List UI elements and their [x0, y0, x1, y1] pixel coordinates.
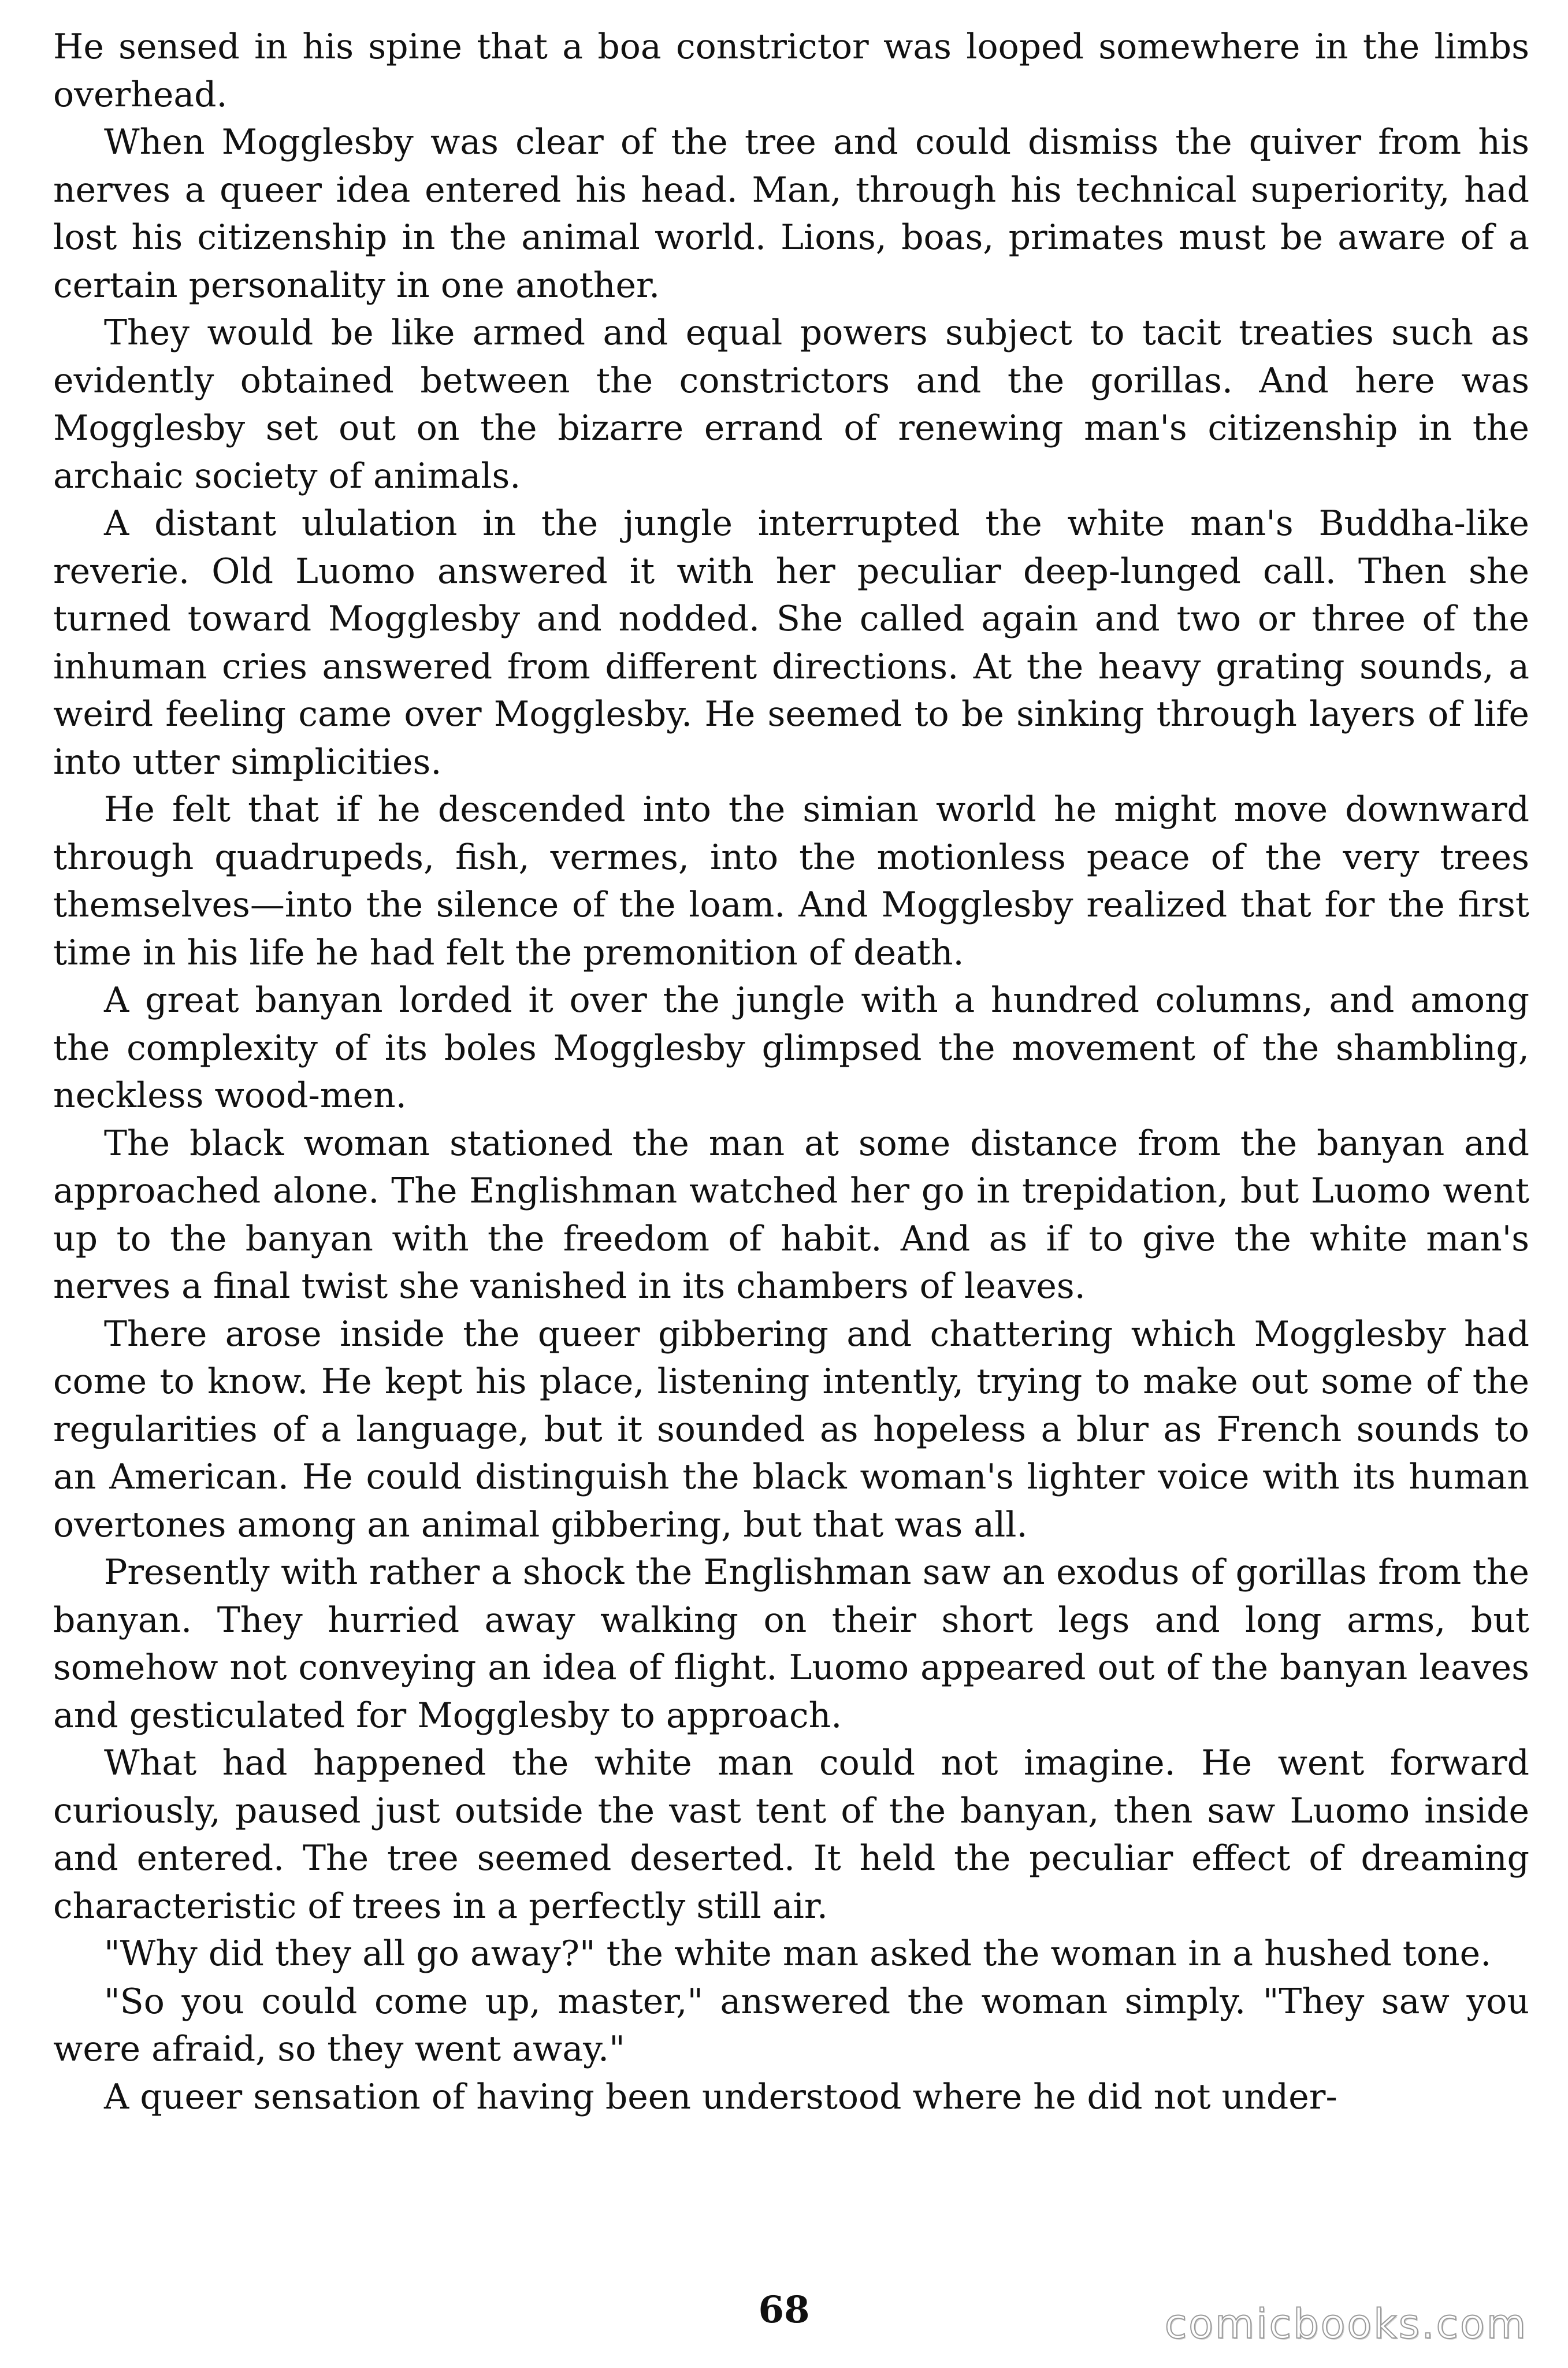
body-text	[53, 23, 1529, 2121]
paragraph: When Mogglesby was clear of the tree and could dismiss the quiver from his nerves a queer idea entered his head. Man, through his technical superiority, had lost his citizenship in the animal world. Lions, boas, primates must be aware of a certain personality in one another.	[53, 122, 1529, 306]
paragraph: A queer sensation of having been understood where he did not under-	[104, 2076, 1337, 2117]
paragraph: A great banyan lorded it over the jungle with a hundred columns, and among the complexity of its boles Mogglesby glimpsed the movement of the shambling, neckless wood-men.	[53, 980, 1529, 1116]
paragraph: He sensed in his spine that a boa constrictor was looped somewhere in the limbs overhead.	[53, 27, 1529, 115]
paragraph: A distant ululation in the jungle interrupted the white man's Buddha-like reverie. Old Luomo answered it with her peculiar deep-lunged call. Then she turned toward Mogglesby and nodded. She called again and two or three of the inhuman cries answered from different directions. At the heavy grating sounds, a weird feeling came over Mogglesby. He seemed to be sinking through layers of life into utter simplicities.	[53, 503, 1529, 782]
paragraph: "Why did they all go away?" the white man asked the woman in a hushed tone.	[104, 1933, 1492, 1974]
page-number: 68	[758, 2288, 810, 2332]
paragraph: He felt that if he descended into the simian world he might move downward through quadrupeds, fish, vermes, into the motionless peace of the very trees themselves—into the silence of the loam. And Mogglesby realized that for the first time in his life he had felt the premonition of death.	[53, 789, 1529, 973]
paragraph: The black woman stationed the man at some distance from the banyan and approached alone. The Englishman watched her go in trepidation, but Luomo went up to the banyan with the freedom of habit. And as if to give the white man's nerves a final twist she vanished in its chambers of leaves.	[53, 1123, 1529, 1307]
paragraph: "So you could come up, master," answered the woman simply. "They saw you were afraid, so they went away."	[53, 1981, 1529, 2069]
paragraph: Presently with rather a shock the Englishman saw an exodus of gorillas from the banyan. They hurried away walking on their short legs and long arms, but somehow not conveying an idea of flight. Luomo appeared out of the banyan leaves and gesticulated for Mogglesby to approach.	[53, 1552, 1529, 1736]
paragraph: They would be like armed and equal powers subject to tacit treaties such as evidently obtained between the constrictors and the gorillas. And here was Mogglesby set out on the bizarre errand of renewing man's citizenship in the archaic society of animals.	[53, 313, 1529, 496]
watermark: comicbooks.com	[1164, 2300, 1528, 2348]
paragraph: There arose inside the queer gibbering and chattering which Mogglesby had come to know. He kept his place, listening intently, trying to make out some of the regularities of a language, but it sounded as hopeless a blur as French sounds to an American. He could distinguish the black woman's lighter voice with its human overtones among an animal gibbering, but that was all.	[53, 1313, 1529, 1545]
paragraph: What had happened the white man could not imagine. He went forward curiously, paused just outside the vast tent of the banyan, then saw Luomo inside and entered. The tree seemed deserted. It held the peculiar effect of dreaming characteristic of trees in a perfectly still air.	[53, 1743, 1529, 1927]
